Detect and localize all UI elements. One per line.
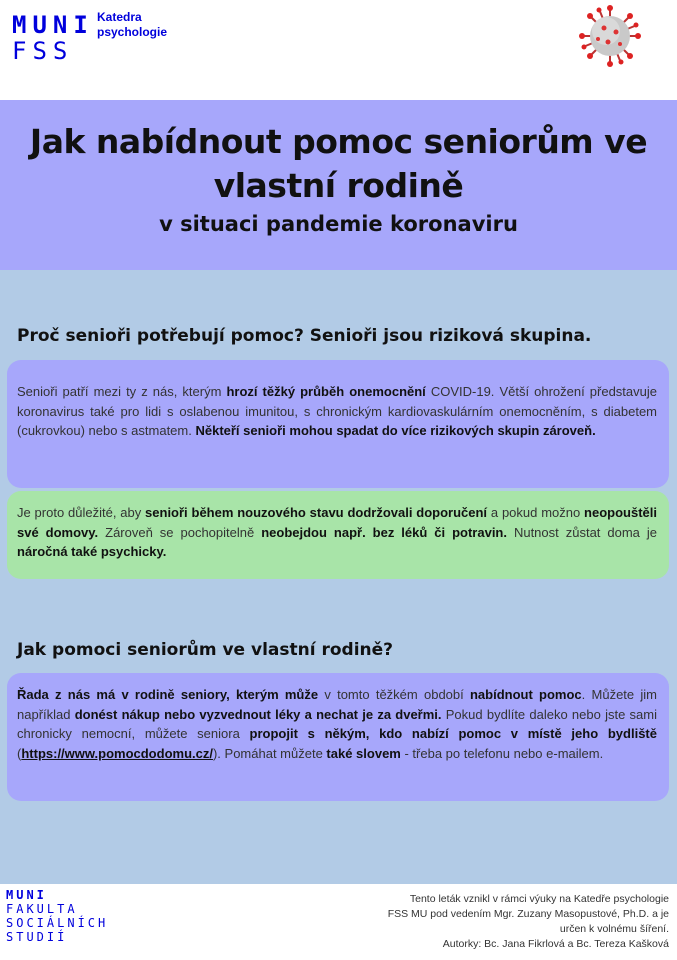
text-run: ). Pomáhat můžete [212, 745, 327, 761]
risk-paragraph [17, 382, 657, 441]
footer-logo-line-1: MUNI [6, 888, 47, 902]
text-run: v tomto těžkém období [318, 687, 470, 702]
info-box-recommendation [7, 491, 669, 579]
section-heading-how: Jak pomoci seniorům ve vlastní rodině? [17, 640, 394, 660]
department-name [97, 10, 167, 40]
footer-logo-line-2: FAKULTA [6, 902, 78, 916]
text-run: také slovem [326, 745, 401, 761]
coronavirus-icon [578, 4, 642, 68]
main-content [0, 270, 677, 884]
help-link[interactable]: https://www.pomocdodomu.cz/ [21, 745, 213, 761]
text-run: donést nákup nebo vyzvednout léky a nechat je za dveřmi. [74, 706, 442, 722]
section-heading-why: Proč senioři potřebují pomoc? Senioři jsou riziková skupina. [17, 326, 592, 346]
text-run: Senioři patří mezi ty z nás, kterým [17, 384, 227, 399]
title-band [0, 100, 677, 270]
text-run: náročná také psychicky. [17, 544, 167, 559]
title-line-1: Jak nabídnout pomoc seniorům ve [29, 122, 648, 161]
text-run: Řada z nás má v rodině seniory, kterým může [17, 687, 319, 702]
text-run: Je proto důležité, aby [17, 505, 146, 520]
page-subtitle: v situaci pandemie koronaviru [159, 212, 518, 236]
footer-logo-line-3: SOCIÁLNÍCH [6, 916, 109, 930]
text-run: Zároveň se pochopitelně [98, 524, 262, 540]
info-box-help [7, 673, 669, 801]
text-run: neobejdou např. bez léků či potravin. [261, 524, 507, 540]
text-run: nabídnout pomoc [469, 687, 582, 702]
text-run: Nutnost zůstat doma je [506, 524, 657, 540]
fss-faculty-logo [6, 888, 108, 944]
info-box-risk [7, 360, 669, 488]
footer-logo-line-4: STUDIÍ [6, 930, 68, 944]
text-run: neopouštěli své domovy. [17, 505, 657, 540]
text-run: ( [17, 745, 22, 761]
dept-line-1: Katedra [97, 10, 142, 24]
muni-fss-logo [12, 12, 94, 64]
credit-line-4: Autorky: Bc. Jana Fikrlová a Bc. Tereza Kašková [442, 938, 669, 950]
credit-line-3: určen k volnému šíření. [559, 923, 669, 935]
text-run: - třeba po telefonu nebo e-mailem. [400, 745, 604, 761]
recommendation-paragraph [17, 503, 657, 562]
dept-line-2: psychologie [97, 25, 168, 39]
footer [0, 884, 677, 960]
text-run: a pokud možno [487, 505, 585, 520]
text-run: COVID-19. Větší ohrožení představuje koronavirus také pro lidi s oslabenou imunitou, s chronickým kardiovaskulárním onemocněním, s diabetem (cukrovkou) nebo s astmatem. [17, 384, 657, 438]
header [0, 0, 677, 100]
text-run: senioři během nouzového stavu dodržovali doporučení [145, 505, 488, 520]
title-line-2: vlastní rodině [213, 166, 464, 205]
text-run: . Můžete jim například [17, 687, 657, 722]
page-title [0, 120, 677, 208]
credit-text [359, 892, 669, 952]
logo-line-fss: FSS [12, 37, 74, 65]
text-run: Někteří senioři mohou spadat do více rizikových skupin zároveň. [195, 423, 596, 438]
credit-line-2: FSS MU pod vedením Mgr. Zuzany Masopustové, Ph.D. a je [387, 908, 669, 920]
help-paragraph [17, 685, 657, 763]
credit-line-1: Tento leták vznikl v rámci výuky na Katedře psychologie [409, 893, 669, 905]
text-run: Pokud bydlíte daleko nebo jste sami chronicky nemocní, můžete seniora [17, 706, 657, 741]
text-run: hrozí těžký průběh onemocnění [226, 384, 426, 399]
text-run: propojit s někým, kdo nabízí pomoc v místě jeho bydliště [249, 726, 657, 741]
logo-line-muni: MUNI [12, 11, 94, 39]
